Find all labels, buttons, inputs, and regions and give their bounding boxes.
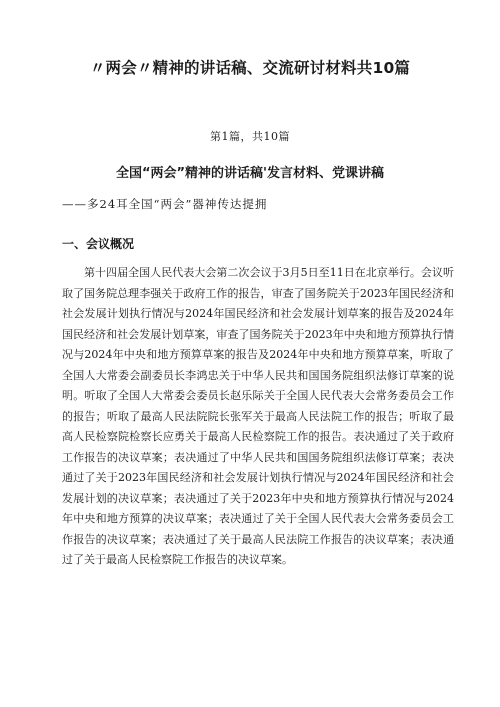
section-heading: 一、会议概况 [62, 237, 135, 251]
body-paragraph: 第十四届全国人民代表大会第二次会议于3月5日至11日在北京举行。会议听取了国务院总理李强关于政府工作的报告，审查了国务院关于2023年国民经济和社会发展计划执行情况与2024年国民经济和社会发展计划草案的报告及2024年国民经济和社会发展计划草案，审查了国务院关于2023年中央和地方预算执行情况与2024年中央和地方预算草案的报告及2024年中央和地方预算草案，听取了全国人大常委会副委员长李鸿忠关于中华人民共和国国务院组织法修订草案的说明。听取了全国人大常委会委员长赵乐际关于全国人民代表大会常务委员会工作的报告；听取了最高人民法院院长张军关于最高人民法院工作的报告；听取了最高人民检察院检察长应勇关于最高人民检察院工作的报告。表决通过了关于政府工作报告的决议草案；表决通过了中华人民共和国国务院组织法修订草案；表决通过了关于2023年国民经济和社会发展计划执行情况与2024年国民经济和社会发展计划的决议草案；表决通过了关于2023年中央和地方预算执行情况与2024年中央和地方预算的决议草案；表决通过了关于全国人民代表大会常务委员会工作报告的决议草案；表决通过了关于最高人民法院工作报告的决议草案；表决通过了关于最高人民检察院工作报告的决议草案。 [62, 266, 454, 566]
document-title: 〃两会〃精神的讲话稿、交流研讨材料共10篇 [89, 59, 411, 77]
part-label: 第1篇，共10篇 [210, 130, 290, 143]
article-title: 全国“两会”精神的讲话稿'发言材料、党课讲稿 [115, 166, 385, 181]
article-subtitle: ——多24耳全国“两会”器神传达提拥 [62, 197, 268, 211]
